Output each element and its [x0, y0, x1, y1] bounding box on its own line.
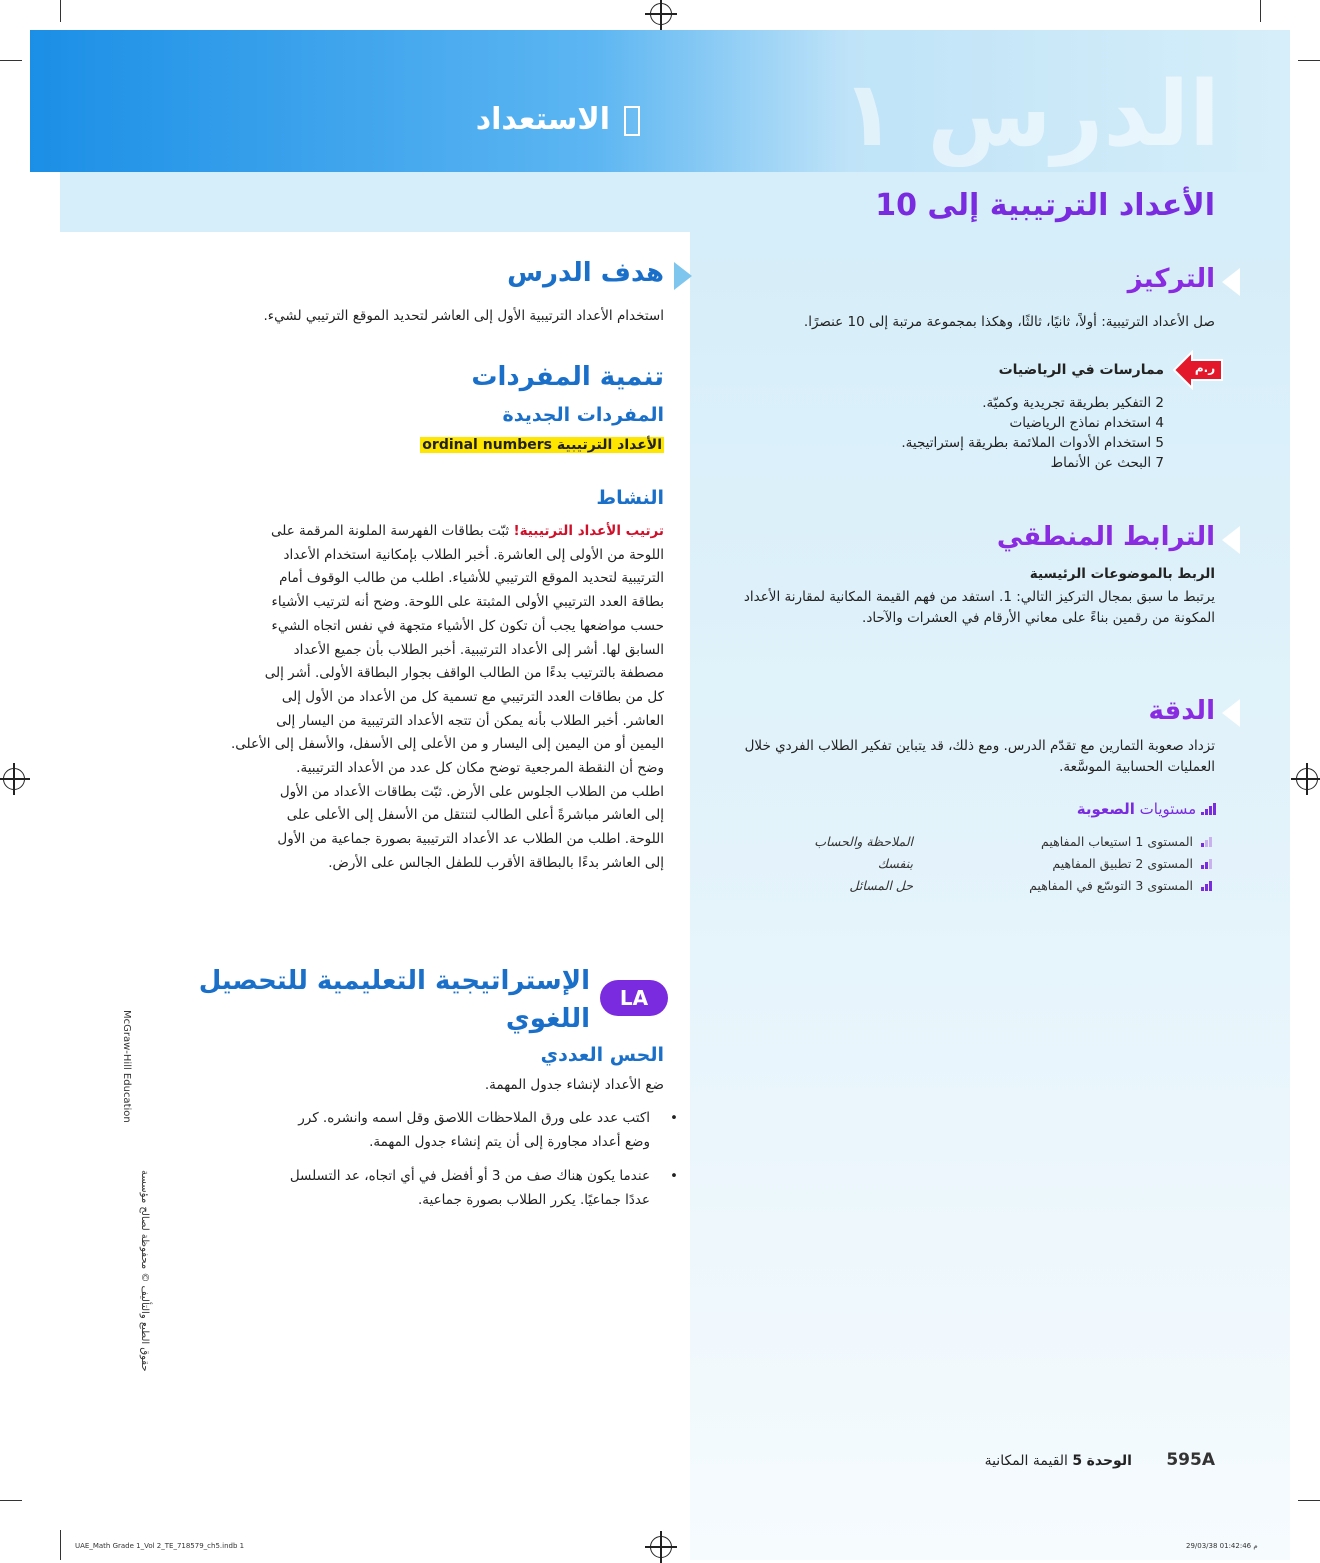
- coherence-marker-icon: [1222, 526, 1240, 554]
- crop-mark: [0, 1500, 22, 1501]
- goal-title: هدف الدرس: [507, 258, 664, 288]
- levels-title: [915, 800, 1215, 818]
- file-name: UAE_Math Grade 1_Vol 2_TE_718579_ch5.indb 1: [75, 1542, 245, 1550]
- rigor-title: الدقة: [1148, 696, 1215, 726]
- la-badge: LA: [600, 980, 668, 1016]
- focus-title: التركيز: [1127, 264, 1215, 294]
- level-2-icon: [1201, 859, 1215, 869]
- level-row: [760, 834, 1215, 856]
- prep-title-text: الاستعداد: [475, 102, 610, 137]
- level-left: المستوى 3 التوسّع في المفاهيم: [1029, 878, 1193, 893]
- activity-line: السابق لها. أشر إلى الأعداد الترتيبية. أخبر الطلاب بأن جميع الأعداد: [293, 641, 664, 658]
- activity-line: اللوحة. اطلب من الطلاب عد الأعداد الترتيبية بصورة جماعية من الأول: [277, 831, 664, 848]
- ell-bullet-line: عندما يكون هناك صف من 3 أو أفضل في أي اتجاه، عد التسلسل: [289, 1168, 650, 1184]
- vocab-term: الأعداد الترتيبية ordinal numbers: [422, 437, 662, 453]
- practices-badge-icon: [1172, 350, 1224, 390]
- ell-bullet-line: وضع أعداد مجاورة إلى أن يتم إنشاء جدول المهمة.: [369, 1134, 650, 1150]
- prep-box-icon: [624, 106, 640, 136]
- bullet-dot-icon: •: [670, 1168, 678, 1184]
- activity-line: حسب مواضعها يجب أن تكون كل الأشياء متجهة في نفس اتجاه الشيء: [271, 617, 664, 634]
- crop-mark: [1260, 0, 1261, 22]
- rights-credit: حقوق الطبع والتأليف © محفوظة لصالح مؤسسة: [139, 1170, 150, 1372]
- coherence-subtitle: الربط بالموضوعات الرئيسية: [1029, 566, 1215, 582]
- crop-mark: [60, 0, 61, 22]
- vocab-term-row: [264, 434, 664, 453]
- activity-line: اطلب من الطلاب الجلوس على الأرض. ثبّت بطاقات الأعداد من الأول: [279, 783, 664, 800]
- practice-item: 4 استخدام نماذج الرياضيات: [1009, 415, 1164, 431]
- ell-title-line1: الإستراتيجية التعليمية للتحصيل: [198, 966, 590, 996]
- crop-mark: [1298, 60, 1320, 61]
- focus-text: صل الأعداد الترتيبية: أولاً، ثانيًا، ثالثًا، وهكذا بمجموعة مرتبة إلى 10 عنصرًا.: [803, 314, 1215, 330]
- coherence-title: الترابط المنطقي: [996, 522, 1215, 552]
- registration-mark-icon: [650, 1536, 672, 1558]
- levels-title-a: مستويات: [1139, 800, 1197, 818]
- activity-line: الترتيبية لتحديد الموقع الترتيبي للأشياء. اطلب من طالب الوقوف أمام: [279, 570, 664, 587]
- crop-mark: [0, 60, 22, 61]
- practice-item: 5 استخدام الأدوات الملائمة بطريقة إستراتيجية.: [901, 435, 1164, 451]
- level-right: الملاحظة والحساب: [814, 834, 913, 849]
- level-right: بنفسك: [877, 856, 913, 871]
- level-right: حل المسائل: [849, 878, 913, 893]
- activity-body: [164, 520, 664, 876]
- levels-title-b: الصعوبة: [1076, 800, 1135, 818]
- activity-lead: ترتيب الأعداد الترتيبية!: [513, 523, 664, 539]
- practices-title: ممارسات في الرياضيات: [998, 362, 1164, 378]
- ell-bullet-line: عددًا جماعيًا. يكرر الطلاب بصورة جماعية.: [418, 1192, 650, 1208]
- bullet-dot-icon: •: [670, 1110, 678, 1126]
- activity-title: النشاط: [596, 487, 664, 509]
- level-left: المستوى 1 استيعاب المفاهيم: [1041, 834, 1193, 849]
- registration-mark-icon: [3, 768, 25, 790]
- activity-line: إلى العاشر بدءًا بالبطاقة الأقرب للطفل الجالس على الأرض.: [328, 854, 664, 871]
- lesson-title: الدرس ١: [841, 62, 1220, 167]
- activity-line: وضح أن النقطة المرجعية توضح مكان كل عدد من الأعداد الترتيبية.: [296, 760, 664, 777]
- level-3-icon: [1201, 881, 1215, 891]
- chapter-title: القيمة المكانية: [984, 1453, 1068, 1469]
- level-row: [760, 856, 1215, 878]
- page-footer: [815, 1450, 1215, 1470]
- activity-line: مصطفة بالترتيب بدءًا من الطالب الواقف بجوار البطاقة الأولى. أشر إلى: [264, 665, 664, 682]
- practices-list: [744, 393, 1164, 473]
- ell-bullet-line: اكتب عدد على ورق الملاحظات اللاصق وقل اسمه وانشره. كرر: [298, 1110, 650, 1126]
- ell-title: [170, 962, 590, 1038]
- practice-item: 7 البحث عن الأنماط: [1050, 455, 1164, 471]
- crop-mark: [1298, 1500, 1320, 1501]
- levels-table: [760, 834, 1215, 900]
- activity-line: كل من بطاقات العدد الترتيبي مع تسمية كل من الأعداد من الأول إلى: [281, 688, 664, 705]
- registration-mark-icon: [1296, 768, 1318, 790]
- focus-marker-icon: [1222, 268, 1240, 296]
- page-number: 595A: [1166, 1450, 1215, 1470]
- activity-line: بطاقة العدد الترتيبي الأولى المثبتة على اللوحة. وضح أنه لترتيب الأشياء: [271, 594, 664, 611]
- file-date: 29/03/38 01:42:46 م: [1186, 1542, 1258, 1550]
- activity-line: اللوحة من الأولى إلى العاشرة. أخبر الطلاب بإمكانية استخدام الأعداد: [283, 546, 664, 563]
- practice-item: 2 التفكير بطريقة تجريدية وكميّة.: [982, 395, 1164, 411]
- ell-intro: ضع الأعداد لإنشاء جدول المهمة.: [484, 1077, 664, 1093]
- ell-subtitle: الحس العددي: [540, 1044, 664, 1066]
- chapter-number: 5: [1072, 1453, 1083, 1469]
- registration-mark-icon: [650, 3, 672, 25]
- ell-title-line2: اللغوي: [505, 1004, 590, 1034]
- activity-line: العاشر. أخبر الطلاب بأنه يمكن أن تتجه الأعداد الترتيبية من اليسار إلى: [276, 712, 664, 729]
- activity-line-text: ثبّت بطاقات الفهرسة الملونة المرقمة على: [270, 523, 510, 539]
- prep-title: [430, 102, 610, 137]
- vocab-title: تنمية المفردات: [471, 362, 664, 392]
- rigor-text: تزداد صعوبة التمارين مع تقدّم الدرس. ومع ذلك، قد يتباين تفكير الطلاب الفردي خلال العمليات الحسابية الموسَّعة.: [744, 738, 1215, 775]
- level-left: المستوى 2 تطبيق المفاهيم: [1052, 856, 1193, 871]
- publisher-credit: McGraw-Hill Education: [121, 1010, 132, 1123]
- chapter-label: الوحدة: [1086, 1453, 1132, 1469]
- level-row: [760, 878, 1215, 900]
- lesson-subtitle: الأعداد الترتيبية إلى 10: [875, 188, 1215, 223]
- rigor-marker-icon: [1222, 699, 1240, 727]
- goal-text: استخدام الأعداد الترتيبية الأول إلى العاشر لتحديد الموقع الترتيبي لشيء.: [263, 308, 664, 324]
- ell-bullets: [184, 1106, 678, 1212]
- activity-line: [164, 520, 664, 544]
- crop-mark: [60, 1530, 61, 1560]
- coherence-text: يرتبط ما سبق بمجال التركيز التالي: 1. استفد من فهم القيمة المكانية لمقارنة الأعداد المكونة من رقمين بناءً على معاني الأرقام في العشرات والآحاد.: [743, 589, 1215, 626]
- vocab-subtitle: المفردات الجديدة: [502, 404, 664, 426]
- level-1-icon: [1201, 837, 1215, 847]
- ell-bullet: [184, 1164, 678, 1212]
- goal-marker-icon: [674, 262, 692, 290]
- ell-bullet: [184, 1106, 678, 1154]
- practices-badge-text: ر.م: [1194, 361, 1216, 375]
- activity-line: اليمين أو من اليمين إلى اليسار و من الأعلى إلى الأسفل، والأسفل إلى الأعلى.: [231, 736, 664, 753]
- levels-bars-icon: [1201, 805, 1215, 815]
- activity-line: إلى العاشر مباشرةً أعلى الطالب لتنتقل من الأسفل إلى الأعلى على: [286, 807, 664, 824]
